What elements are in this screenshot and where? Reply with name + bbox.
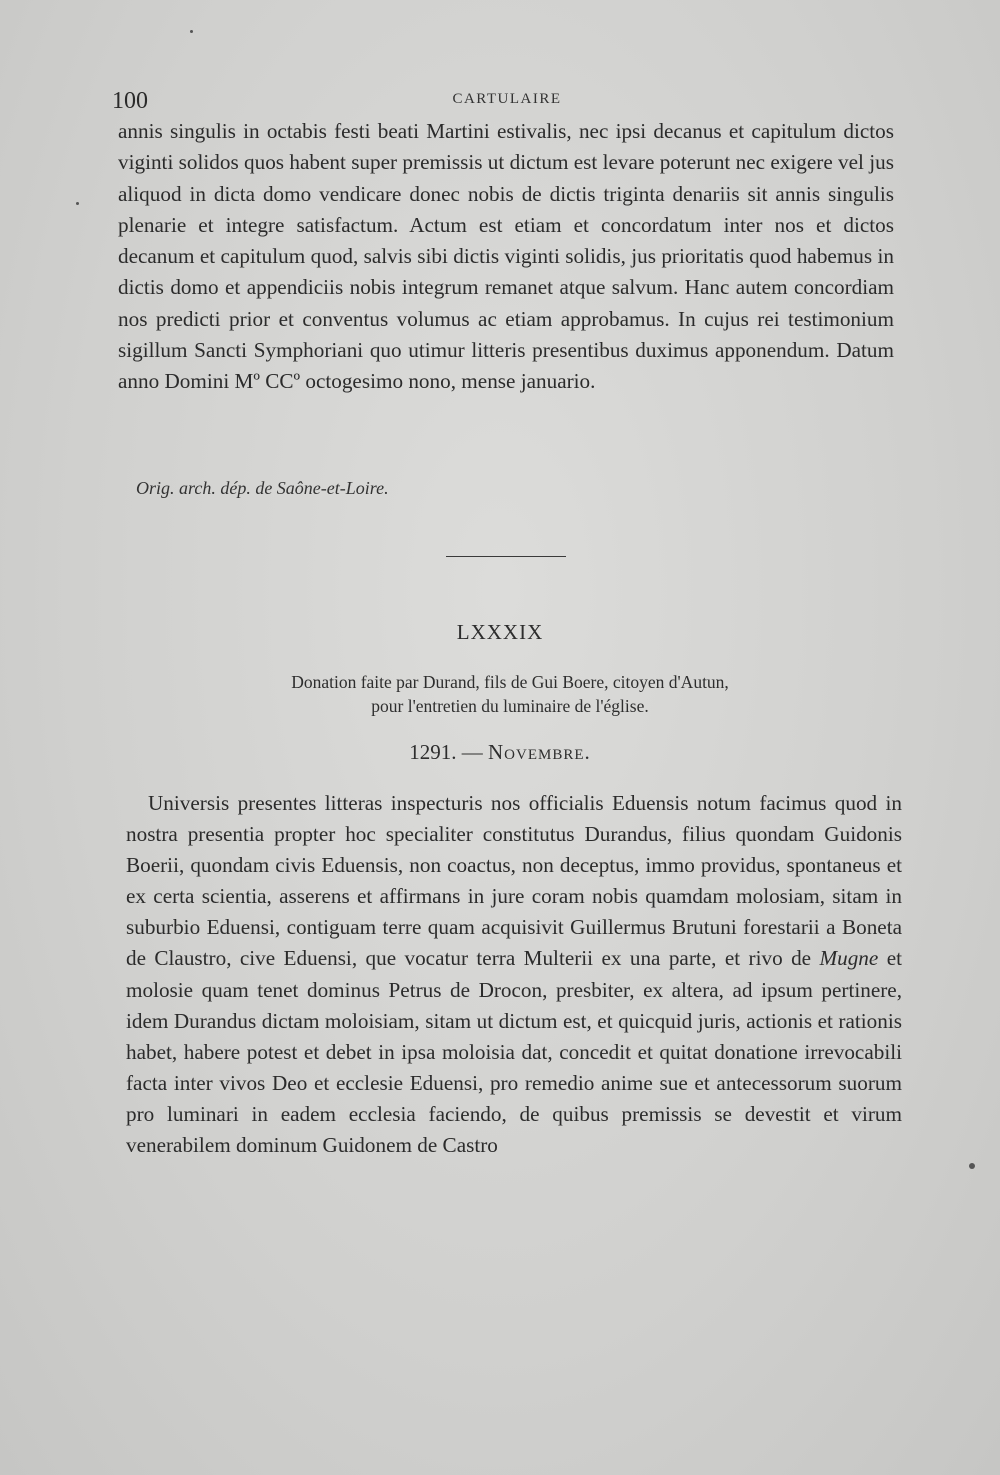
page-number: 100 — [112, 88, 148, 114]
charter-text — [126, 788, 902, 1161]
previous-charter-text: annis singulis in octabis festi beati Martini estivalis, nec ipsi decanus et capitulum dictos viginti solidos quos habent super premissis ut dictum est levare poterunt nec exigere vel jus aliquod in dicta domo vendicare donec nobis de dictis triginta denariis sit annis singulis plenarie et integre satisfactum. Actum est etiam et concordatum inter nos et dictos decanum et capitulum quod, salvis sibi dictis viginti solidis, jus prioritatis quod habemus in dictis domo et appendiciis nobis integrum remanet atque salvum. Hanc autem concordiam nos predicti prior et conventus volumus ac etiam approbamus. In cujus rei testimonium sigillum Sancti Symphoriani quo utimur litteris presentibus duximus apponendum. Datum anno Domini Mº CCº octogesimo nono, mense januario. — [118, 119, 894, 394]
charter-text-part-2: et molosie quam tenet dominus Petrus de Drocon, presbiter, ex altera, ad ipsum pertinere, idem Durandus dictam moloisiam, sitam ut dictum est, et quicquid juris, actionis et rationis habet, habere potest et debet in ipsa moloisia dat, concedit et quitat donatione irrevocabili facta inter vivos Deo et ecclesie Eduensi, pro remedio anime sue et antecessorum suorum pro luminari in eadem ecclesia faciendo, de quibus premissis se devestit et virum venerabilem dominum Guidonem de Castro — [126, 946, 902, 1158]
summary-line-2: pour l'entretien du luminaire de l'église. — [371, 696, 649, 716]
paper-speck — [76, 202, 79, 205]
charter-summary — [200, 670, 820, 718]
charter-year: 1291. — — [409, 740, 483, 764]
source-citation: Orig. arch. dép. de Saône-et-Loire. — [136, 478, 389, 498]
paper-speck — [969, 1163, 975, 1169]
section-divider — [446, 556, 566, 557]
place-name: Mugne — [819, 946, 879, 971]
charter-date — [0, 740, 1000, 765]
charter-text-part-1: Universis presentes litteras inspecturis nos officialis Eduensis notum facimus quod in nostra presentia propter hoc specialiter constitutus Durandus, filius quondam Guidonis Boerii, quondam civis Eduensis, non coactus, non deceptus, immo providus, spontaneus et ex certa scientia, asserens et affirmans in jure coram nobis quamdam molosiam, sitam in suburbio Eduensi, contiguam terre quam acquisivit Guillermus Brutuni forestarii a Boneta de Claustro, cive Eduensi, que vocatur terra Multerii ex una parte, et rivo de — [126, 791, 902, 971]
running-title: CARTULAIRE — [452, 91, 562, 107]
page-header — [112, 88, 902, 116]
charter-number: LXXXIX — [456, 620, 544, 644]
summary-line-1: Donation faite par Durand, fils de Gui Boere, citoyen d'Autun, — [291, 672, 729, 692]
charter-month: Novembre. — [487, 740, 591, 764]
paper-speck — [190, 30, 193, 33]
